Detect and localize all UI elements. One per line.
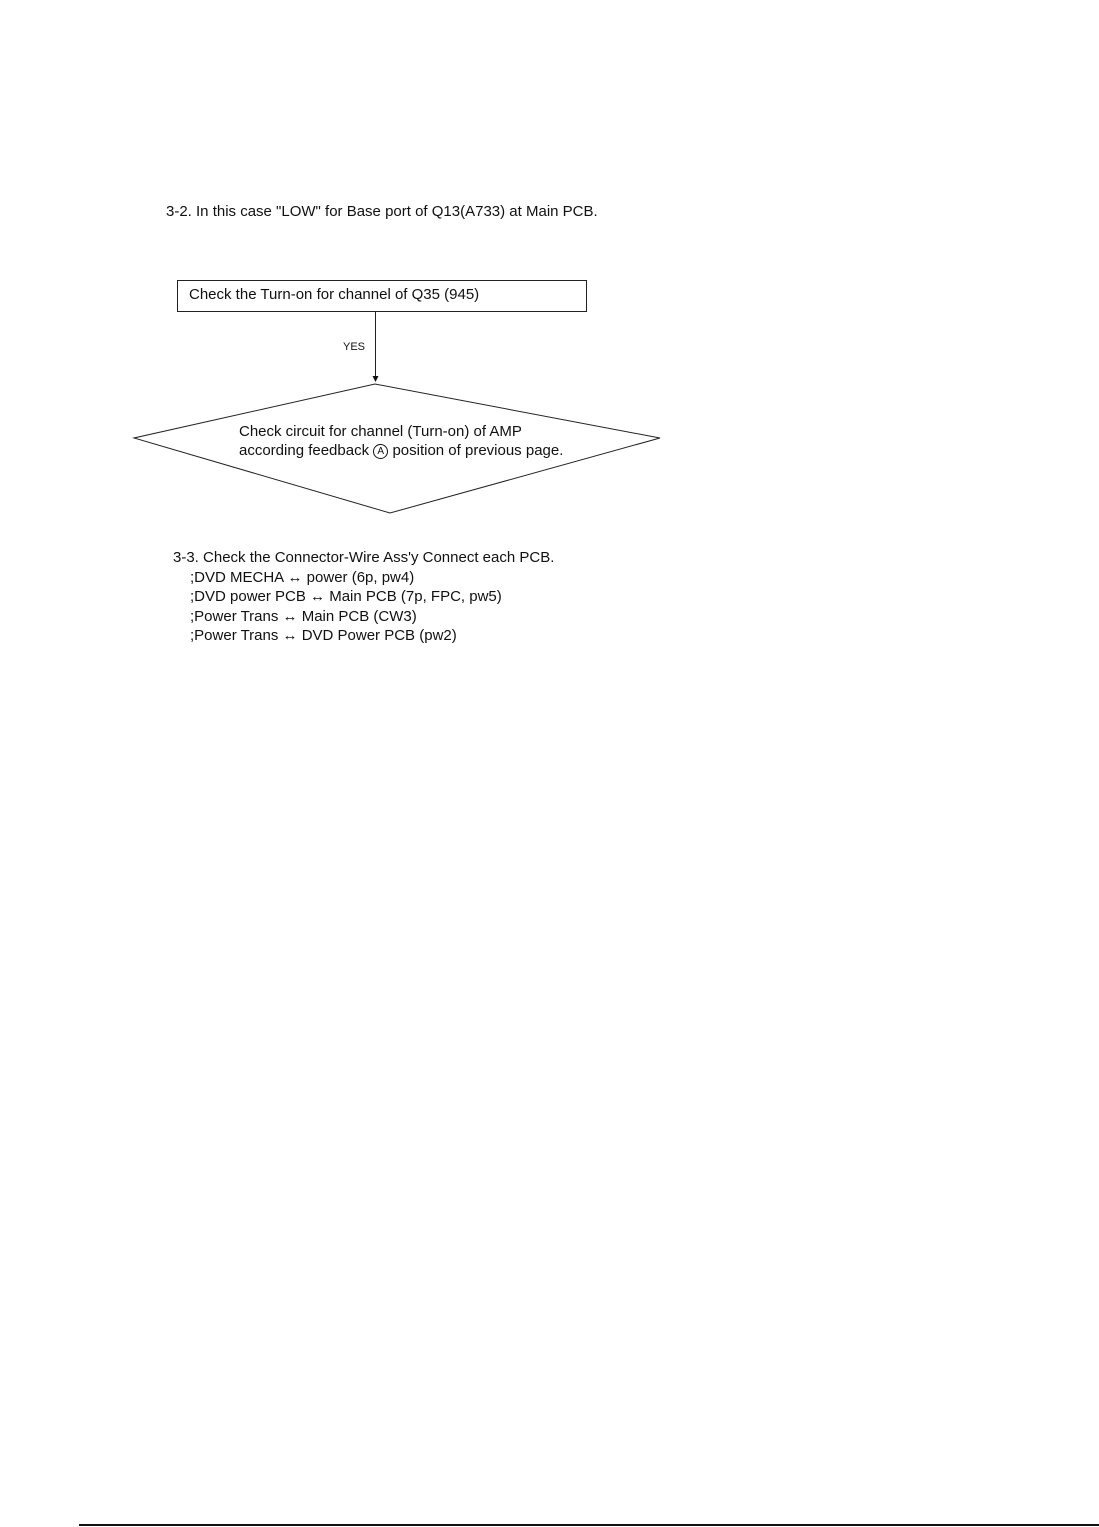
section-heading-3-2: 3-2. In this case "LOW" for Base port of Q13(A733) at Main PCB. (166, 203, 598, 220)
footer-rule (79, 1524, 1099, 1526)
decision-text-line2 (239, 442, 563, 459)
connector-list (190, 568, 502, 645)
yes-label: YES (343, 341, 366, 353)
process-box-label: Check the Turn-on for channel of Q35 (945) (189, 286, 480, 303)
section-heading-3-3: 3-3. Check the Connector-Wire Ass'y Connect each PCB. (173, 549, 555, 566)
decision-text-before: according feedback (239, 442, 370, 459)
decision-text-line1: Check circuit for channel (Turn-on) of AMP (239, 423, 522, 440)
decision-text-after: position of previous page. (392, 442, 564, 459)
connector-item: ;DVD power PCB ↔ Main PCB (7p, FPC, pw5) (190, 588, 502, 606)
connector-item: ;DVD MECHA ↔ power (6p, pw4) (190, 569, 415, 586)
circled-a-symbol: A (373, 444, 388, 459)
connector-item: ;Power Trans ↔ Main PCB (CW3) (190, 607, 417, 625)
connector-item: ;Power Trans ↔ DVD Power PCB (pw2) (190, 626, 457, 644)
